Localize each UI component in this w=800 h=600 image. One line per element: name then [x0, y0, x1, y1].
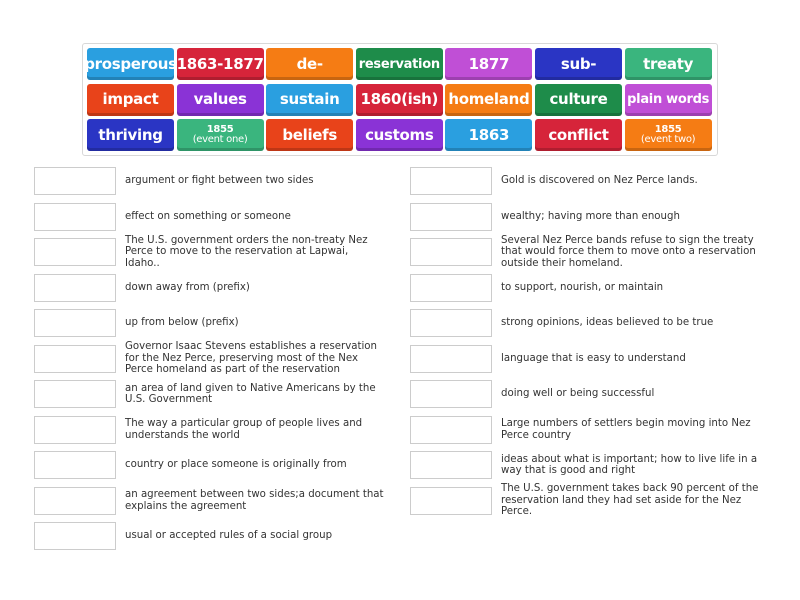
drop-slot[interactable] — [410, 380, 492, 408]
tile-label: beliefs — [282, 125, 338, 144]
tile-label: values — [193, 90, 247, 108]
drop-slot[interactable] — [34, 416, 116, 444]
tile-label: sustain — [279, 90, 340, 108]
answer-tile[interactable] — [266, 119, 353, 151]
definition-text: strong opinions, ideas believed to be true — [501, 317, 714, 329]
tile-sublabel: (event two) — [640, 134, 696, 145]
match-row — [34, 167, 385, 195]
definition-text: The U.S. government takes back 90 percent of the reservation land they had set aside for the Nez Perce. — [501, 483, 759, 518]
drop-slot[interactable] — [410, 416, 492, 444]
tile-sublabel: (event one) — [192, 134, 248, 145]
drop-slot[interactable] — [34, 487, 116, 515]
drop-slot[interactable] — [34, 345, 116, 373]
answer-tile[interactable] — [535, 119, 622, 151]
definition-text: The way a particular group of people lives and understands the world — [125, 418, 363, 441]
answer-tile[interactable] — [266, 84, 353, 116]
match-row — [410, 234, 761, 269]
tile-label: 1855 — [654, 124, 682, 135]
tile-label: culture — [549, 90, 608, 108]
match-row — [410, 451, 761, 479]
tile-label: sub- — [560, 54, 597, 73]
answer-tile[interactable] — [625, 84, 712, 116]
answer-tile[interactable] — [87, 119, 174, 151]
drop-slot[interactable] — [34, 451, 116, 479]
drop-slot[interactable] — [34, 167, 116, 195]
answer-tile[interactable] — [356, 84, 443, 116]
drop-slot[interactable] — [34, 203, 116, 231]
answer-tile[interactable] — [177, 84, 264, 116]
tile-label: impact — [102, 90, 159, 108]
definition-text: argument or fight between two sides — [125, 175, 314, 187]
answer-tile[interactable] — [177, 48, 264, 80]
definition-text: Large numbers of settlers begin moving into Nez Perce country — [501, 418, 751, 441]
definition-text: Gold is discovered on Nez Perce lands. — [501, 175, 698, 187]
definition-text: Governor Isaac Stevens establishes a reservation for the Nez Perce, preserving most of the Nex Perce homeland as part of the reservation — [125, 341, 377, 376]
drop-slot[interactable] — [34, 522, 116, 550]
answer-tile[interactable] — [535, 84, 622, 116]
definition-text: doing well or being successful — [501, 388, 655, 400]
answer-tile[interactable] — [625, 48, 712, 80]
tile-label: 1860(ish) — [360, 90, 439, 108]
definition-text: language that is easy to understand — [501, 352, 686, 364]
drop-slot[interactable] — [410, 451, 492, 479]
match-row — [410, 167, 761, 195]
match-row — [34, 416, 385, 444]
match-row — [34, 487, 385, 515]
answer-tile[interactable] — [356, 119, 443, 151]
match-row — [34, 274, 385, 302]
tile-label: plain words — [627, 92, 710, 107]
match-row — [34, 234, 385, 269]
match-row — [410, 483, 761, 518]
definition-text: The U.S. government orders the non-treaty Nez Perce to move to the reservation at Lapwai, Idaho.. — [125, 234, 368, 269]
answer-tile[interactable] — [445, 48, 532, 80]
answer-tile[interactable] — [445, 84, 532, 116]
tile-label: conflict — [548, 125, 609, 144]
match-row — [34, 451, 385, 479]
definition-text: an area of land given to Native Americans by the U.S. Government — [125, 382, 376, 405]
drop-slot[interactable] — [34, 309, 116, 337]
drop-slot[interactable] — [410, 238, 492, 266]
definition-text: effect on something or someone — [125, 210, 291, 222]
definition-text: up from below (prefix) — [125, 317, 239, 329]
tile-label: de- — [296, 54, 323, 73]
match-row — [410, 309, 761, 337]
drop-slot[interactable] — [410, 167, 492, 195]
match-row — [410, 380, 761, 408]
tile-label: 1863 — [468, 125, 510, 144]
definition-text: wealthy; having more than enough — [501, 210, 680, 222]
match-row — [410, 274, 761, 302]
definition-text: to support, nourish, or maintain — [501, 281, 664, 293]
answer-tile[interactable] — [625, 119, 712, 151]
tile-label: treaty — [643, 54, 694, 73]
drop-slot[interactable] — [34, 274, 116, 302]
drop-slot[interactable] — [410, 487, 492, 515]
definition-text: an agreement between two sides;a document that explains the agreement — [125, 489, 384, 512]
match-row — [34, 380, 385, 408]
tile-label: customs — [365, 125, 434, 144]
definition-text: down away from (prefix) — [125, 281, 250, 293]
drop-slot[interactable] — [410, 309, 492, 337]
answer-tile[interactable] — [445, 119, 532, 151]
match-row — [410, 203, 761, 231]
drop-slot[interactable] — [410, 345, 492, 373]
definition-text: usual or accepted rules of a social group — [125, 530, 333, 542]
tile-label: 1863-1877 — [176, 54, 264, 73]
answer-tile[interactable] — [84, 48, 177, 80]
answer-tile[interactable] — [266, 48, 353, 80]
drop-slot[interactable] — [34, 380, 116, 408]
definition-text: ideas about what is important; how to live life in a way that is good and right — [501, 453, 758, 476]
answer-tile[interactable] — [87, 84, 174, 116]
tile-label: thriving — [98, 125, 163, 144]
answer-tile[interactable] — [177, 119, 264, 151]
match-row — [34, 341, 385, 376]
definition-text: country or place someone is originally from — [125, 459, 347, 471]
match-row — [410, 416, 761, 444]
definition-text: Several Nez Perce bands refuse to sign the treaty that would force them to move onto a reservation outside their homeland. — [501, 234, 756, 269]
answer-tile[interactable] — [535, 48, 622, 80]
match-row — [34, 203, 385, 231]
drop-slot[interactable] — [410, 203, 492, 231]
match-row — [34, 309, 385, 337]
tile-label: homeland — [448, 90, 530, 108]
answer-tile[interactable] — [356, 48, 443, 80]
drop-slot[interactable] — [34, 238, 116, 266]
answer-bank — [82, 43, 718, 156]
match-row — [410, 345, 761, 373]
tile-label: prosperous — [84, 54, 177, 73]
match-row — [34, 522, 385, 550]
tile-label: 1855 — [206, 124, 234, 135]
tile-label: 1877 — [468, 54, 510, 73]
drop-slot[interactable] — [410, 274, 492, 302]
tile-label: reservation — [358, 56, 440, 72]
